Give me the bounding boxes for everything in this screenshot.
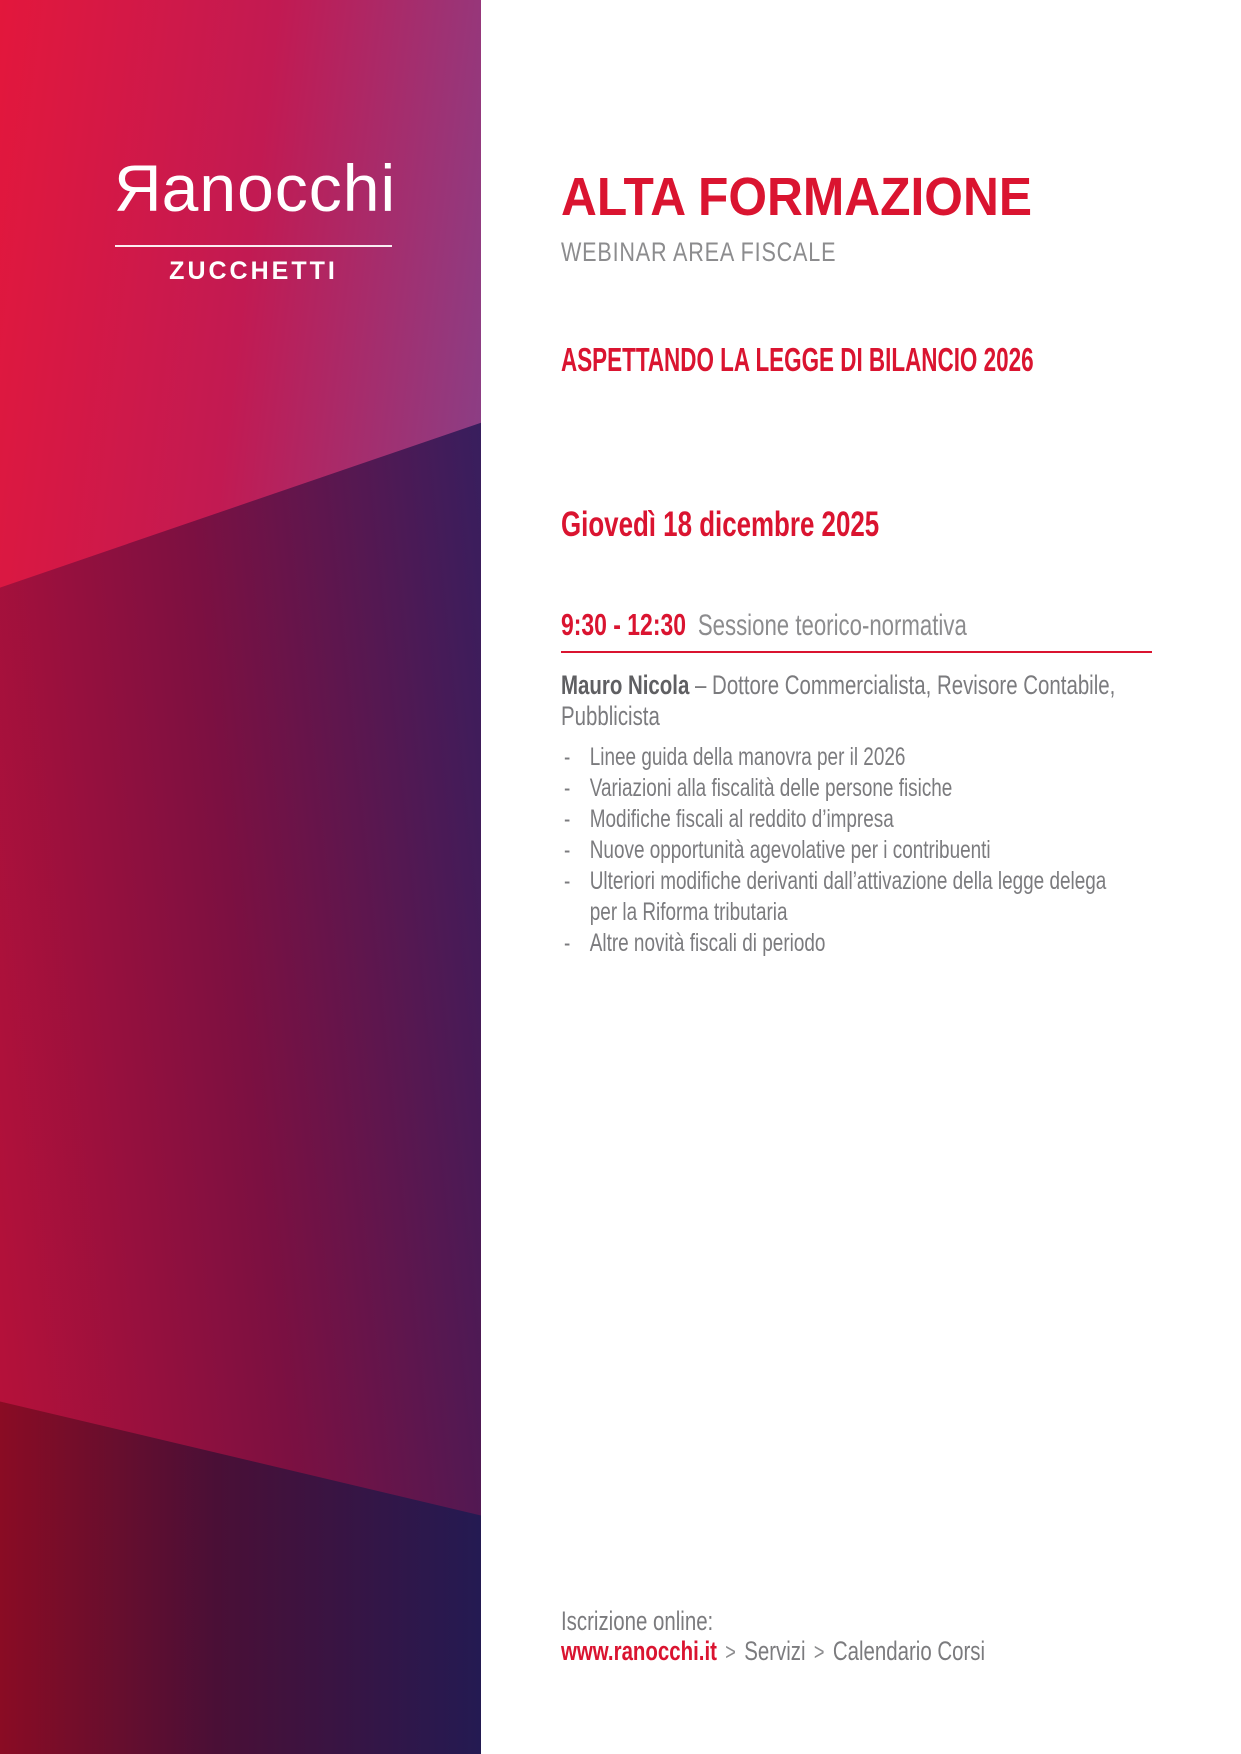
session-divider bbox=[561, 651, 1152, 653]
speaker-name: Mauro Nicola bbox=[561, 670, 690, 700]
topics-list bbox=[561, 742, 1189, 959]
logo-mirrored-r: R bbox=[113, 151, 162, 225]
topic-dash: - bbox=[564, 836, 571, 864]
breadcrumb-separator: > bbox=[813, 1639, 825, 1666]
breadcrumb-separator: > bbox=[725, 1639, 736, 1666]
topic-dash: - bbox=[564, 929, 571, 957]
page-subtitle: WEBINAR AREA FISCALE bbox=[561, 237, 837, 267]
logo-divider bbox=[115, 245, 392, 247]
topic-item bbox=[561, 866, 1189, 928]
logo-wordmark bbox=[113, 152, 396, 225]
topic-dash: - bbox=[564, 805, 571, 833]
brand-logo bbox=[113, 151, 397, 285]
session-header bbox=[561, 609, 967, 641]
topic-text: Modifiche fiscali al reddito d’impresa bbox=[589, 805, 894, 833]
topic-item bbox=[561, 804, 1189, 835]
page-title: ALTA FORMAZIONE bbox=[561, 167, 1032, 227]
sidebar bbox=[0, 0, 481, 1754]
topic-text: Linee guida della manovra per il 2026 bbox=[589, 743, 906, 771]
topic-item bbox=[561, 742, 1189, 773]
breadcrumb-calendario: Calendario Corsi bbox=[832, 1636, 986, 1666]
topic-text-line2: per la Riforma tributaria bbox=[589, 898, 788, 926]
topic-dash: - bbox=[564, 774, 571, 802]
breadcrumb-servizi: Servizi bbox=[744, 1636, 806, 1666]
topic-text: Altre novità fiscali di periodo bbox=[589, 929, 826, 957]
topic-text: Variazioni alla fiscalità delle persone fisiche bbox=[589, 774, 953, 802]
topic-text: Nuove opportunità agevolative per i contribuenti bbox=[589, 836, 991, 864]
session-time: 9:30 - 12:30 bbox=[561, 607, 686, 642]
registration-path bbox=[561, 1636, 985, 1668]
logo-rest: anocchi bbox=[161, 151, 397, 225]
topic-item bbox=[561, 928, 1189, 959]
company-name: ZUCCHETTI bbox=[169, 257, 338, 285]
topic-dash: - bbox=[564, 743, 571, 771]
topic-item bbox=[561, 773, 1189, 804]
website-link[interactable]: www.ranocchi.it bbox=[561, 1636, 717, 1666]
topic-dash: - bbox=[564, 867, 571, 895]
registration-label: Iscrizione online: bbox=[561, 1606, 714, 1636]
session-name: Sessione teorico-normativa bbox=[697, 609, 967, 642]
speaker-line bbox=[561, 670, 1151, 732]
event-date: Giovedì 18 dicembre 2025 bbox=[561, 505, 880, 544]
topic-item bbox=[561, 835, 1189, 866]
topic-text: Ulteriori modifiche derivanti dall’attivazione della legge delega bbox=[589, 867, 1107, 895]
speaker-role: – Dottore Commercialista, Revisore Contabile, Pubblicista bbox=[561, 670, 1116, 731]
event-title: ASPETTANDO LA LEGGE DI BILANCIO 2026 bbox=[561, 341, 1034, 378]
